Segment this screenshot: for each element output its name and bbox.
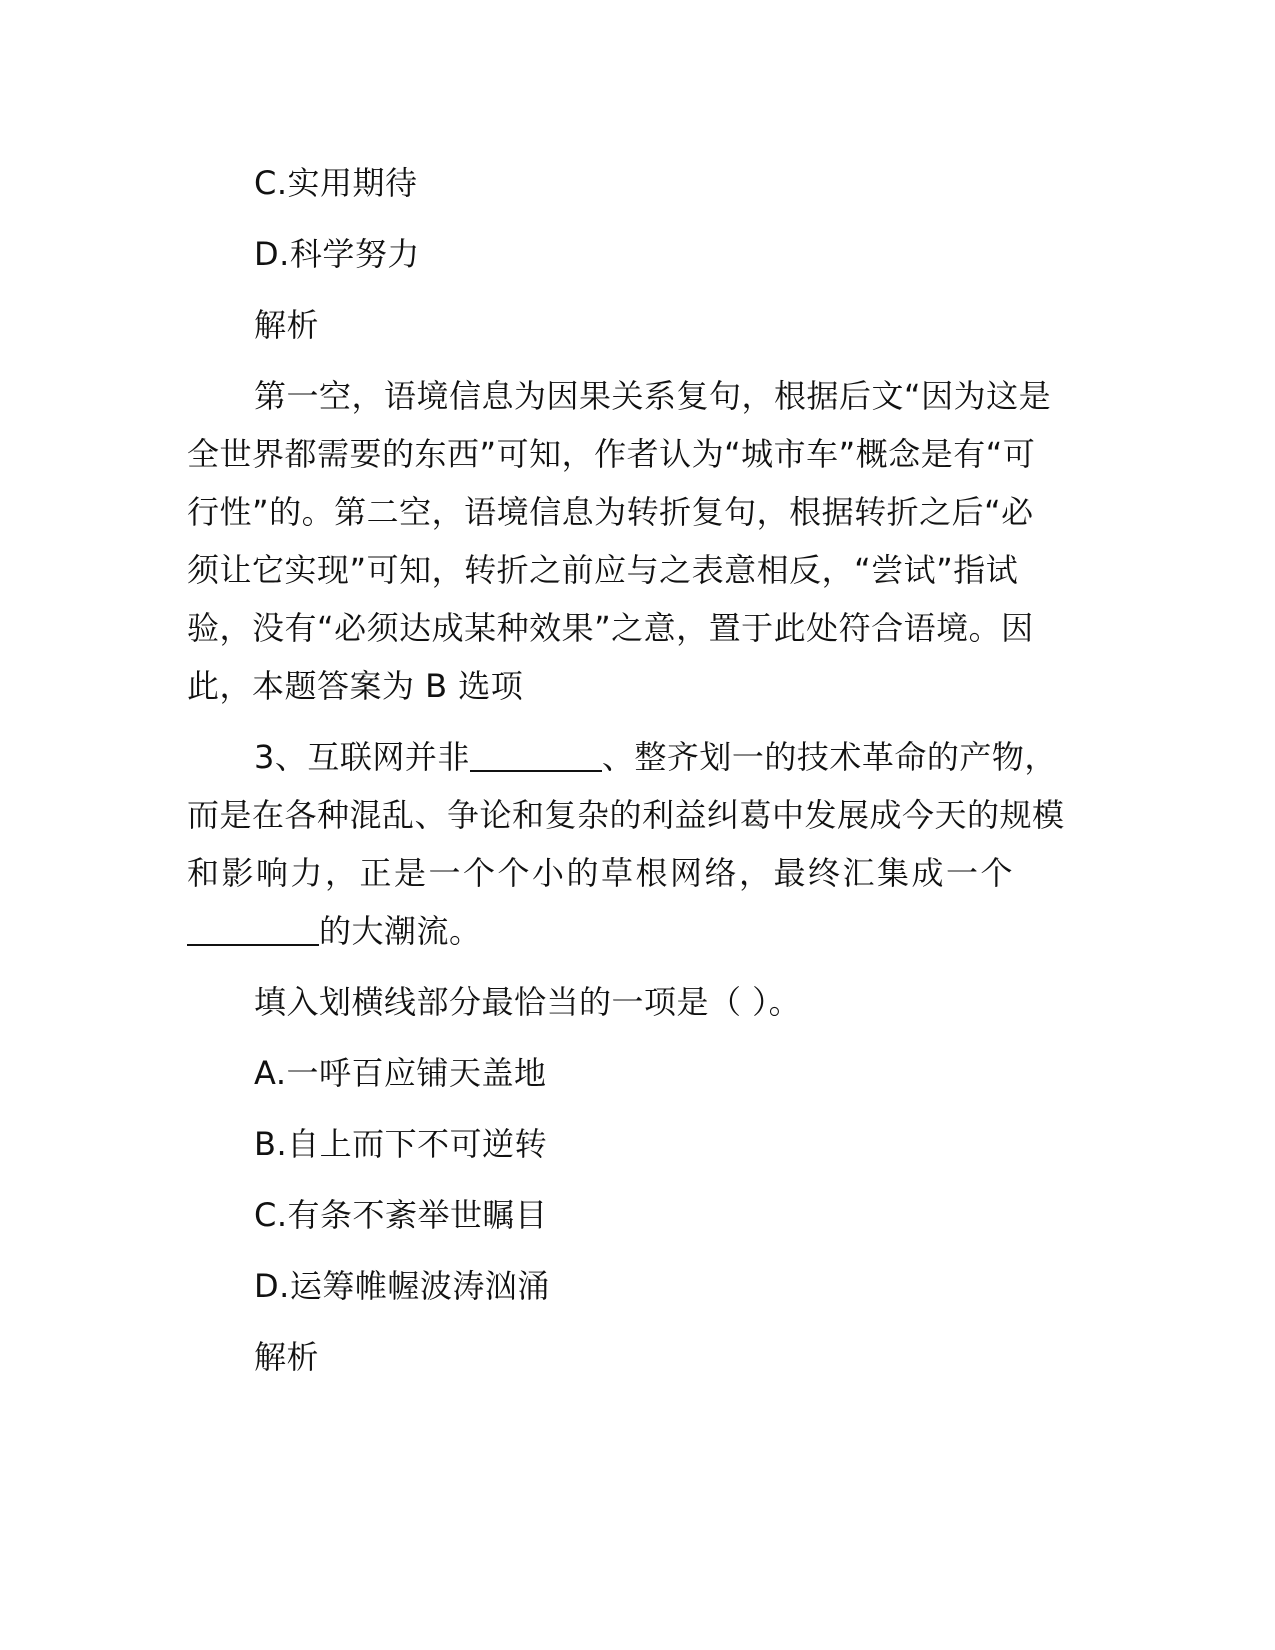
q3-stem bbox=[187, 728, 1092, 960]
document-content bbox=[187, 154, 1092, 1386]
q3-option-b: B.自上而下不可逆转 bbox=[254, 1125, 548, 1163]
q3-option-a: A.一呼百应铺天盖地 bbox=[254, 1054, 547, 1092]
q2-analysis-line: 验，没有“必须达成某种效果”之意，置于此处符合语境。因 bbox=[187, 609, 1034, 647]
q3-prompt: 填入划横线部分最恰当的一项是（ ）。 bbox=[254, 983, 802, 1021]
q3-stem-line bbox=[187, 728, 1092, 786]
q2-analysis-line: 行性”的。第二空，语境信息为转折复句，根据转折之后“必 bbox=[187, 493, 1034, 531]
q3-stem-text: 的大潮流。 bbox=[319, 912, 482, 950]
fill-blank-1 bbox=[470, 736, 602, 772]
q3-analysis-label: 解析 bbox=[254, 1338, 320, 1376]
q3-stem-line bbox=[187, 902, 1092, 960]
q2-analysis-line: 全世界都需要的东西”可知，作者认为“城市车”概念是有“可 bbox=[187, 435, 1036, 473]
q2-analysis-label: 解析 bbox=[254, 306, 320, 344]
q2-option-c: C.实用期待 bbox=[254, 164, 418, 202]
q2-analysis-line: 须让它实现”可知，转折之前应与之表意相反，“尝试”指试 bbox=[187, 551, 1019, 589]
q2-option-d: D.科学努力 bbox=[254, 235, 420, 273]
q3-stem-line: 而是在各种混乱、争论和复杂的利益纠葛中发展成今天的规模 bbox=[187, 796, 1065, 834]
q2-analysis-text bbox=[187, 367, 1092, 715]
q3-stem-text: 3、互联网并非 bbox=[254, 738, 470, 776]
q2-analysis-line: 此，本题答案为 B 选项 bbox=[187, 667, 524, 705]
q3-option-d: D.运筹帷幄波涛汹涌 bbox=[254, 1267, 550, 1305]
fill-blank-2 bbox=[187, 910, 319, 946]
q3-stem-text: 、整齐划一的技术革命的产物， bbox=[601, 738, 1057, 776]
q3-option-c: C.有条不紊举世瞩目 bbox=[254, 1196, 548, 1234]
q2-analysis-line: 第一空，语境信息为因果关系复句，根据后文“因为这是 bbox=[254, 377, 1052, 415]
q3-stem-line: 和影响力，正是一个个小的草根网络，最终汇集成一个 bbox=[187, 854, 1016, 892]
